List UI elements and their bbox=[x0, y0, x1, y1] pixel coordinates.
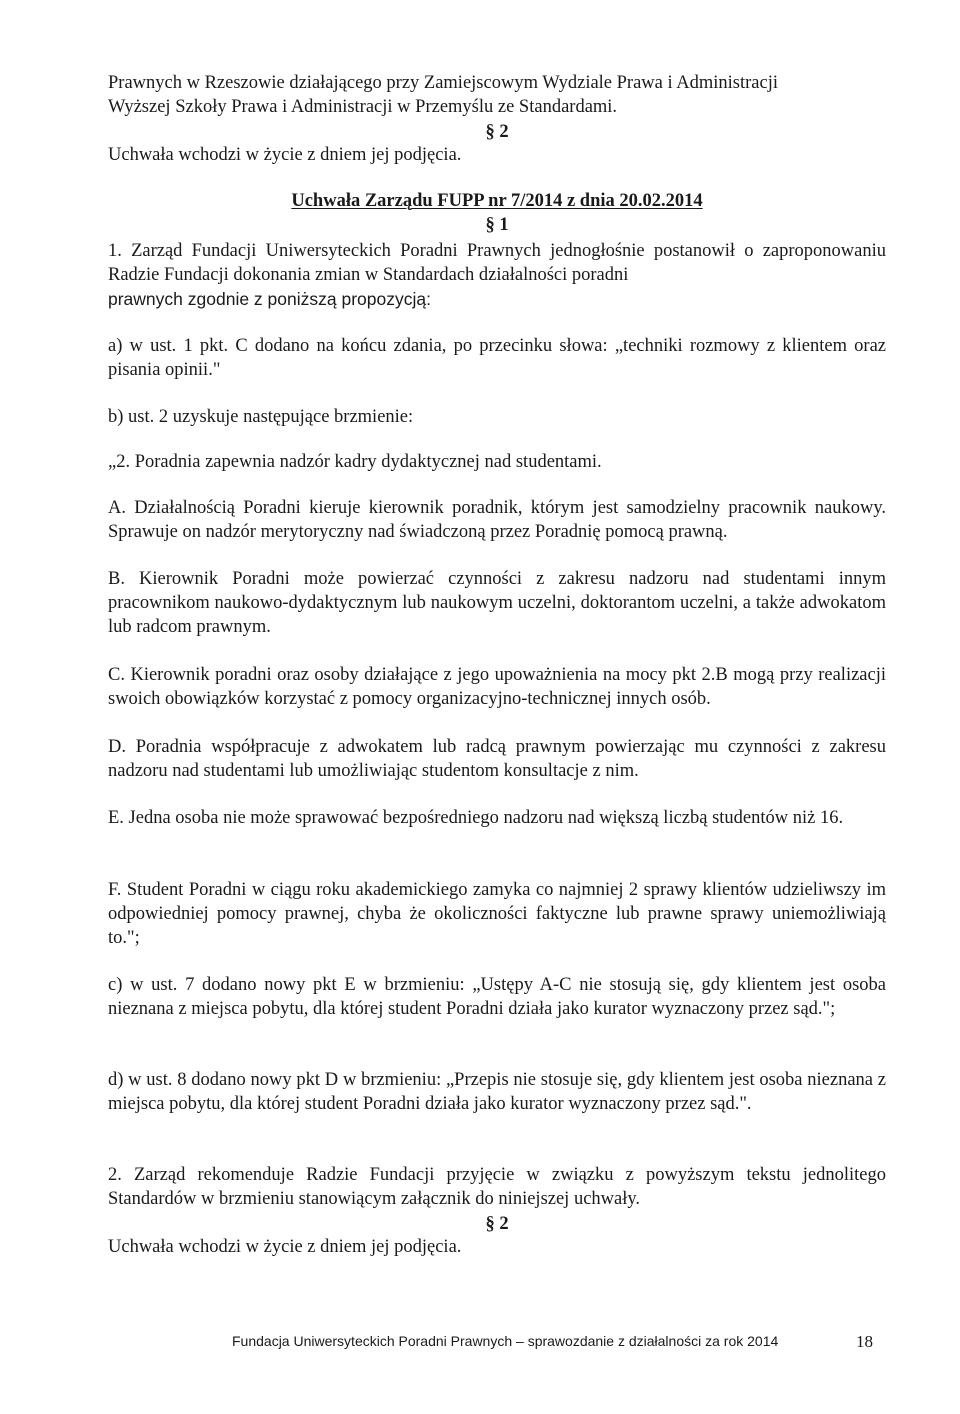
point-1-tail: prawnych zgodnie z poniższą propozycją: bbox=[108, 289, 431, 309]
para-E: E. Jedna osoba nie może sprawować bezpośredniego nadzoru nad większą liczbą studentów niż 16. bbox=[108, 808, 844, 828]
intro-line-1: Prawnych w Rzeszowie działającego przy Zamiejscowym Wydziale Prawa i Administracji bbox=[108, 73, 778, 93]
effective-clause-final: Uchwała wchodzi w życie z dniem jej podjęcia. bbox=[108, 1237, 462, 1257]
intro-line-2: Wyższej Szkoły Prawa i Administracji w Przemyślu ze Standardami. bbox=[108, 97, 618, 117]
point-1-text: 1. Zarząd Fundacji Uniwersyteckich Poradni Prawnych jednogłośnie postanowił o zaproponowaniu Radzie Fundacji dokonania zmian w Standardach działalności poradni bbox=[108, 241, 886, 285]
section-2-mark: § 2 bbox=[485, 122, 509, 142]
section-1-mark: § 1 bbox=[485, 215, 509, 235]
para-F: F. Student Poradni w ciągu roku akademickiego zamyka co najmniej 2 sprawy klientów udzieliwszy im odpowiedniej pomocy prawnej, chyba że okoliczności faktyczne lub prawne sprawy uniemożliwiają to."; bbox=[108, 880, 886, 948]
item-c: c) w ust. 7 dodano nowy pkt E w brzmieniu: „Ustępy A-C nie stosują się, gdy klientem jest osoba nieznana z miejsca pobytu, dla której student Poradni działa jako kurator wyznaczony przez sąd."; bbox=[108, 975, 886, 1019]
page-number: 18 bbox=[856, 1332, 873, 1351]
item-b: b) ust. 2 uzyskuje następujące brzmienie: bbox=[108, 407, 414, 427]
para-D: D. Poradnia współpracuje z adwokatem lub radcą prawnym powierzając mu czynności z zakresu nadzoru nad studentami lub umożliwiając studentom konsultacje z nim. bbox=[108, 737, 886, 781]
section-2-mark-final: § 2 bbox=[485, 1214, 509, 1234]
para-B: B. Kierownik Poradni może powierzać czynności z zakresu nadzoru nad studentami innym pracownikom naukowo-dydaktycznym lub naukowym uczelni, doktorantom uczelni, a także adwokatom lub radcom prawnym. bbox=[108, 569, 886, 637]
para-A: A. Działalnością Poradni kieruje kierownik poradnik, którym jest samodzielny pracownik naukowy. Sprawuje on nadzór merytoryczny nad świadczoną przez Poradnię pomocą prawną. bbox=[108, 498, 886, 542]
item-a: a) w ust. 1 pkt. C dodano na końcu zdania, po przecinku słowa: „techniki rozmowy z klientem oraz pisania opinii." bbox=[108, 336, 886, 380]
quote-point-2: „2. Poradnia zapewnia nadzór kadry dydaktycznej nad studentami. bbox=[108, 452, 602, 472]
resolution-title: Uchwała Zarządu FUPP nr 7/2014 z dnia 20.02.2014 bbox=[291, 191, 703, 211]
para-C: C. Kierownik poradni oraz osoby działające z jego upoważnienia na mocy pkt 2.B mogą przy realizacji swoich obowiązków korzystać z pomocy organizacyjno-technicznej innych osób. bbox=[108, 665, 886, 709]
effective-clause: Uchwała wchodzi w życie z dniem jej podjęcia. bbox=[108, 145, 462, 165]
footer-text: Fundacja Uniwersyteckich Poradni Prawnych – sprawozdanie z działalności za rok 2014 bbox=[232, 1333, 779, 1349]
item-d: d) w ust. 8 dodano nowy pkt D w brzmieniu: „Przepis nie stosuje się, gdy klientem jest osoba nieznana z miejsca pobytu, dla której student Poradni działa jako kurator wyznaczony przez sąd.". bbox=[108, 1070, 886, 1114]
point-2-text: 2. Zarząd rekomenduje Radzie Fundacji przyjęcie w związku z powyższym tekstu jednolitego Standardów w brzmieniu stanowiącym załącznik do niniejszej uchwały. bbox=[108, 1165, 886, 1209]
